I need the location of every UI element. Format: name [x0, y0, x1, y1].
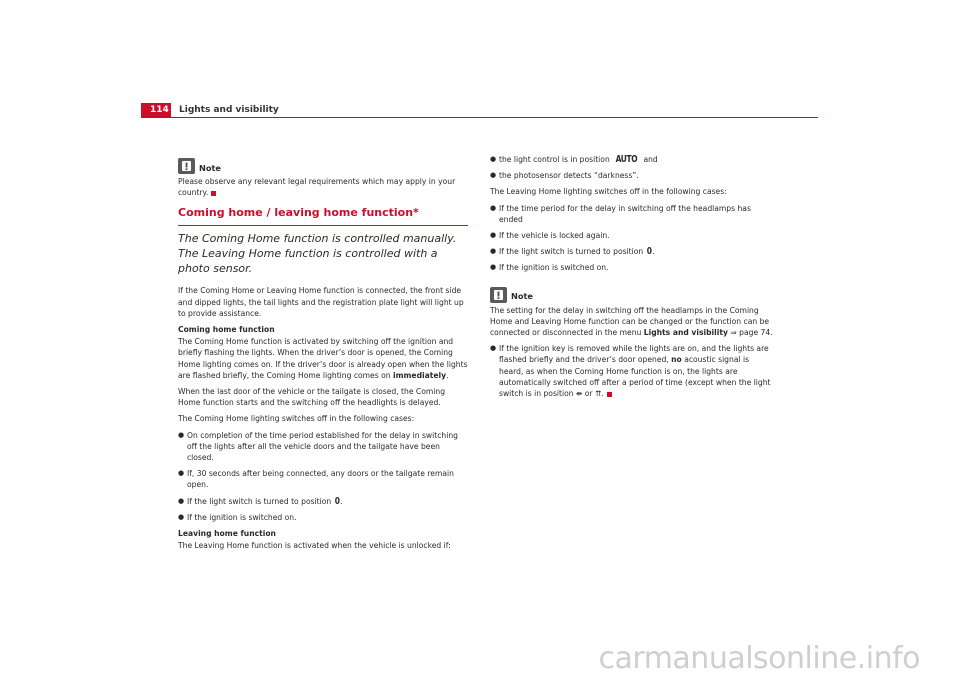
- coming-home-list: [178, 430, 468, 523]
- section-rule: [178, 225, 468, 226]
- coming-home-paragraph-3: The Coming Home lighting switches off in the following cases:: [178, 414, 415, 424]
- list-item: ● If the vehicle is locked again.: [490, 230, 775, 241]
- list-item: ● If the ignition is switched on.: [490, 262, 775, 273]
- section-title: Coming home / leaving home function*: [178, 206, 419, 220]
- list-item: ● If the time period for the delay in switching off the headlamps has ended: [490, 203, 775, 225]
- watermark: carmanualsonline.info: [598, 641, 920, 676]
- left-column: [178, 150, 468, 556]
- note-heading: [490, 279, 775, 303]
- leaving-home-off-list: [490, 203, 775, 274]
- note-icon: [490, 287, 507, 303]
- coming-home-paragraph-1: The Coming Home function is activated by switching off the ignition and briefly flashing the lights. When the driver’s door is opened, the Coming Home lighting comes on. If the driver’s door is already open when the lights are flashed briefly, the Coming Home lighting comes on immediately.: [178, 337, 468, 380]
- list-item: ● If, 30 seconds after being connected, any doors or the tailgate remain open.: [178, 468, 468, 490]
- leaving-home-paragraph: The Leaving Home function is activated when the vehicle is unlocked if:: [178, 541, 451, 551]
- leaving-home-off-paragraph: The Leaving Home lighting switches off in the following cases:: [490, 187, 727, 197]
- coming-home-heading: Coming home function: [178, 325, 275, 335]
- note-text: The setting for the delay in switching off the headlamps in the Coming Home and Leaving Home function can be changed or the function can be connected or disconnected in the menu Lights and visibility ⇒ page 74.: [490, 305, 773, 338]
- end-mark: [211, 191, 216, 196]
- note-text: Please observe any relevant legal requirements which may apply in your country.: [178, 177, 456, 198]
- list-item: ● If the ignition is switched on.: [178, 512, 468, 523]
- note-icon: [178, 158, 195, 174]
- list-item: ● On completion of the time period established for the delay in switching off the lights after all the vehicle doors and the tailgate have been closed.: [178, 430, 468, 464]
- list-item: ● If the light switch is turned to position 0.: [490, 246, 775, 257]
- intro-paragraph: If the Coming Home or Leaving Home function is connected, the front side and dipped lights, the tail lights and the registration plate light will light up to provide assistance.: [178, 286, 464, 318]
- auto-symbol: AUTO: [615, 154, 638, 165]
- note-heading: [178, 150, 468, 174]
- side-lights-symbol: ⇼: [575, 389, 583, 399]
- coming-home-paragraph-2: When the last door of the vehicle or the tailgate is closed, the Coming Home function starts and the switching off the headlights is delayed.: [178, 387, 446, 408]
- dipped-lights-symbol: ⇈: [594, 389, 602, 399]
- header-rule: [171, 117, 818, 118]
- leaving-home-conditions: [490, 154, 775, 181]
- light-switch-zero-symbol: 0: [646, 246, 652, 258]
- light-switch-zero-symbol: 0: [334, 495, 340, 507]
- note-list: [490, 343, 775, 399]
- page-header-title: Lights and visibility: [179, 105, 279, 115]
- note-label: Note: [511, 291, 533, 302]
- leaving-home-heading: Leaving home function: [178, 529, 276, 539]
- list-item: ● the photosensor detects “darkness”.: [490, 170, 775, 181]
- page-number: 114: [141, 103, 171, 118]
- end-mark: [607, 392, 612, 397]
- note-label: Note: [199, 162, 221, 173]
- list-item: ● the light control is in position AUTO and: [490, 154, 775, 165]
- list-item: ● If the light switch is turned to position 0.: [178, 496, 468, 507]
- section-subtitle: The Coming Home function is controlled manually. The Leaving Home function is controlled with a photo sensor.: [178, 232, 457, 276]
- list-item: ● If the ignition key is removed while the lights are on, and the lights are flashed briefly and the driver’s door opened, no acoustic signal is heard, as when the Coming Home function is on, the lights are automatically switched off after a period of time (except when the light switch is in position ⇼ or ⇈.: [490, 343, 775, 399]
- right-column: [490, 150, 775, 404]
- page-reference-arrow: ⇒: [727, 328, 740, 338]
